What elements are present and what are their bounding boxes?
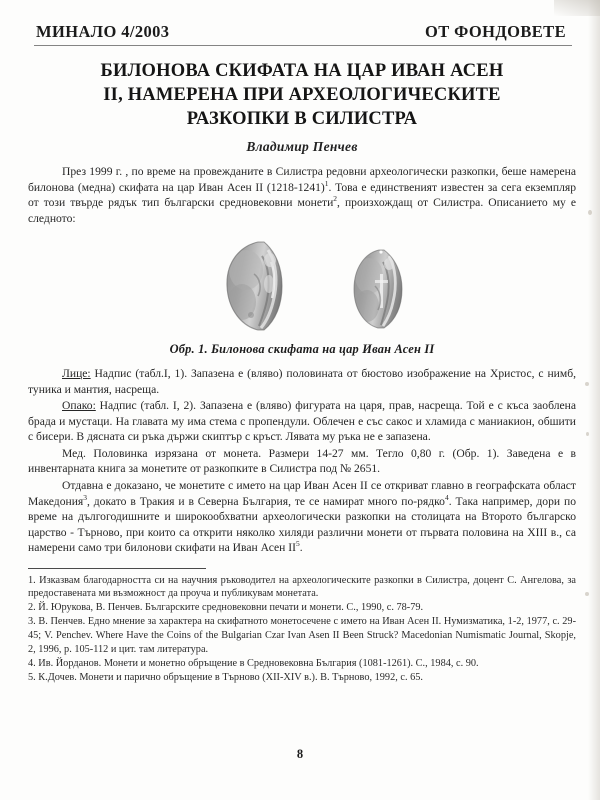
header-divider — [34, 45, 572, 46]
coin-image-group — [26, 234, 578, 346]
footnote-divider — [28, 568, 206, 569]
paragraph-obverse — [28, 366, 576, 397]
scan-speck — [585, 592, 589, 596]
scan-speck — [586, 432, 589, 436]
running-head-right: ОТ ФОНДОВЕТЕ — [424, 22, 566, 41]
title-line-3: РАЗКОПКИ В СИЛИСТРА — [186, 109, 418, 130]
title-block — [40, 59, 564, 155]
body-text-lower — [28, 366, 576, 555]
footnote-ref-2: 2 — [333, 194, 338, 204]
body-text-upper — [28, 164, 576, 226]
running-head — [26, 18, 578, 44]
footnote-item: 5. К.Дочев. Монети и парично обръщение в Търново (XII-XIV в.). В. Търново, 1992, с. 65. — [28, 671, 423, 683]
footnote-ref-3: 3 — [83, 492, 87, 502]
figure-coin — [26, 234, 578, 357]
title-line-2: II, НАМЕРЕНА ПРИ АРХЕОЛОГИЧЕСКИТЕ — [103, 85, 501, 106]
discussion-part-4: . — [299, 541, 303, 555]
footnote-list — [28, 574, 576, 685]
page-title — [40, 59, 564, 131]
intro-part-3: , произхождащ от Силистра. Описанието му е следното: — [28, 196, 577, 225]
paragraph-reverse — [28, 398, 576, 445]
footnote-item: 2. Й. Юрукова, В. Пенчев. Българските средновековни печати и монети. С., 1990, с. 78-79. — [28, 602, 424, 614]
scan-speck — [588, 210, 592, 215]
scan-corner-shadow — [554, 0, 600, 16]
coin-half-obverse-icon — [224, 240, 286, 332]
scan-speck — [585, 382, 589, 386]
paragraph-discussion — [28, 478, 576, 556]
obverse-label: Лице: — [62, 367, 91, 381]
footnote-item: 1. Изказвам благодарността си на научния ръководител на археологическите разкопки в Силистра, доцент С. Ангелова, за предоставената ми възможност да проуча и публикувам монетата. — [28, 574, 576, 600]
discussion-part-2: , докато в Тракия и в Северна България, те се намират много по-рядко — [86, 494, 445, 508]
obverse-text: Надпис (табл.I, 1). Запазена е (вляво) половината от бюстово изображение на Христос, с нимб, туника и мантия, насреща. — [28, 367, 576, 396]
title-line-1: БИЛОНОВА СКИФАТА НА ЦАР ИВАН АСЕН — [100, 61, 504, 81]
footnote-item: 4. Ив. Йорданов. Монети и монетно обръщение в Средновековна България (1081-1261). С., 1984, с. 90. — [28, 657, 479, 669]
intro-part-2: . Това е единственият известен за сега екземпляр от този твърде рядък тип български средновековни монети — [28, 180, 576, 210]
reverse-label: Опако: — [62, 399, 96, 413]
reverse-text: Надпис (табл. I, 2). Запазена е (вляво) фигурата на царя, прав, насреща. Той е с къса заоблена брада и мустаци. На главата му има стема с пропендули. Облечен е със сакос и хламида с маниакион, обшити с бисери. В дясната си ръка държи скиптър с кръст. Лявата му ръка не е запазена. — [28, 399, 576, 444]
footnote-ref-5: 5 — [295, 539, 300, 549]
coin-half-reverse-icon — [351, 248, 406, 330]
footnote-ref-1: 1 — [324, 178, 329, 188]
footnote-item: 3. В. Пенчев. Едно мнение за характера на скифатното монетосечене с името на Иван Асен II. Нумизматика, 1-2, 1977, с. 29-45; V. Penchev. Where Have the Coins of the Bulgarian Czar Ivan Asen II Been Struck? Macedonian Numismatic Journal, Skopje, 2, 1996, p. 105-112 и цит. там литература. — [28, 616, 576, 655]
intro-part-1: През 1999 г. , по време на провежданите в Силистра редовни археологически разкопки, беше намерена билонова (медна) скифата на цар Иван Асен II (1218-1241) — [28, 165, 576, 194]
running-head-left: МИНАЛО 4/2003 — [36, 22, 170, 41]
page-number: 8 — [296, 747, 304, 761]
discussion-part-3: . Така например, дори по време на дългогодишните и широкообхватни археологически разкопки на столицата на Второто българско царство - Търново, при които са открити няколко хиляди различни монети от първата половина на XIII в., са намерени само три билонови скифати на Иван Асен II — [28, 494, 576, 555]
discussion-part-1: Отдавна е доказано, че монетите с името на цар Иван Асен II се откриват главно в географската област Македония — [28, 478, 576, 508]
paragraph-intro — [28, 164, 576, 226]
author-name: Владимир Пенчев — [246, 139, 358, 155]
footnote-ref-4: 4 — [444, 492, 449, 502]
paragraph-metrics: Мед. Половинка изрязана от монета. Размери 14-27 мм. Тегло 0,80 г. (Обр. 1). Заведена е в инвентарната книга за монетите от разкопките в Силистра под № 2651. — [28, 446, 576, 476]
scan-edge-shadow — [588, 0, 600, 800]
figure-caption: Обр. 1. Билонова скифата на цар Иван Асен II — [169, 342, 435, 357]
